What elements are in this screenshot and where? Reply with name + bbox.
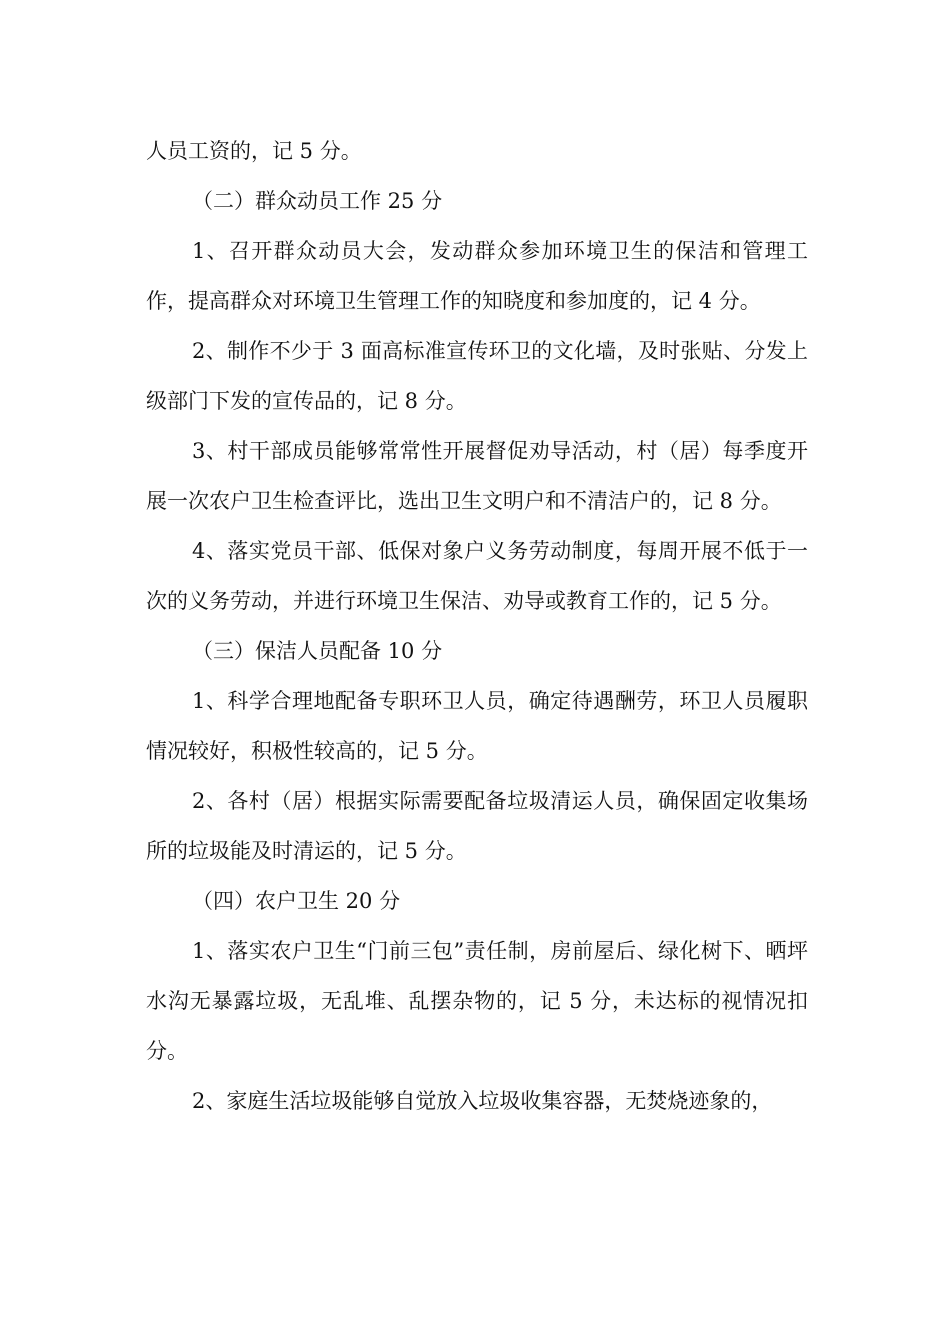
section-heading-4: （四）农户卫生 20 分	[192, 889, 401, 913]
paragraph-11: 1、落实农户卫生“门前三包”责任制，房前屋后、绿化树下、晒坪水沟无暴露垃圾，无乱堆、乱摆杂物的，记 5 分，未达标的视情况扣分。	[146, 939, 808, 1063]
document-body	[146, 126, 808, 1126]
paragraph-8: 1、科学合理地配备专职环卫人员，确定待遇酬劳，环卫人员履职情况较好，积极性较高的，记 5 分。	[146, 689, 808, 763]
paragraph-1: 人员工资的，记 5 分。	[146, 139, 362, 163]
paragraph-9: 2、各村（居）根据实际需要配备垃圾清运人员，确保固定收集场所的垃圾能及时清运的，记 5 分。	[146, 789, 808, 863]
paragraph-6: 4、落实党员干部、低保对象户义务劳动制度，每周开展不低于一次的义务劳动，并进行环境卫生保洁、劝导或教育工作的，记 5 分。	[146, 539, 808, 613]
section-heading-2: （二）群众动员工作 25 分	[192, 189, 443, 213]
paragraph-3: 1、召开群众动员大会，发动群众参加环境卫生的保洁和管理工作，提高群众对环境卫生管理工作的知晓度和参加度的，记 4 分。	[146, 239, 808, 313]
paragraph-4: 2、制作不少于 3 面高标准宣传环卫的文化墙，及时张贴、分发上级部门下发的宣传品的，记 8 分。	[146, 339, 808, 413]
paragraph-12: 2、家庭生活垃圾能够自觉放入垃圾收集容器，无焚烧迹象的，	[192, 1089, 773, 1113]
section-heading-3: （三）保洁人员配备 10 分	[192, 639, 443, 663]
paragraph-5: 3、村干部成员能够常常性开展督促劝导活动，村（居）每季度开展一次农户卫生检查评比，选出卫生文明户和不清洁户的，记 8 分。	[146, 439, 808, 513]
